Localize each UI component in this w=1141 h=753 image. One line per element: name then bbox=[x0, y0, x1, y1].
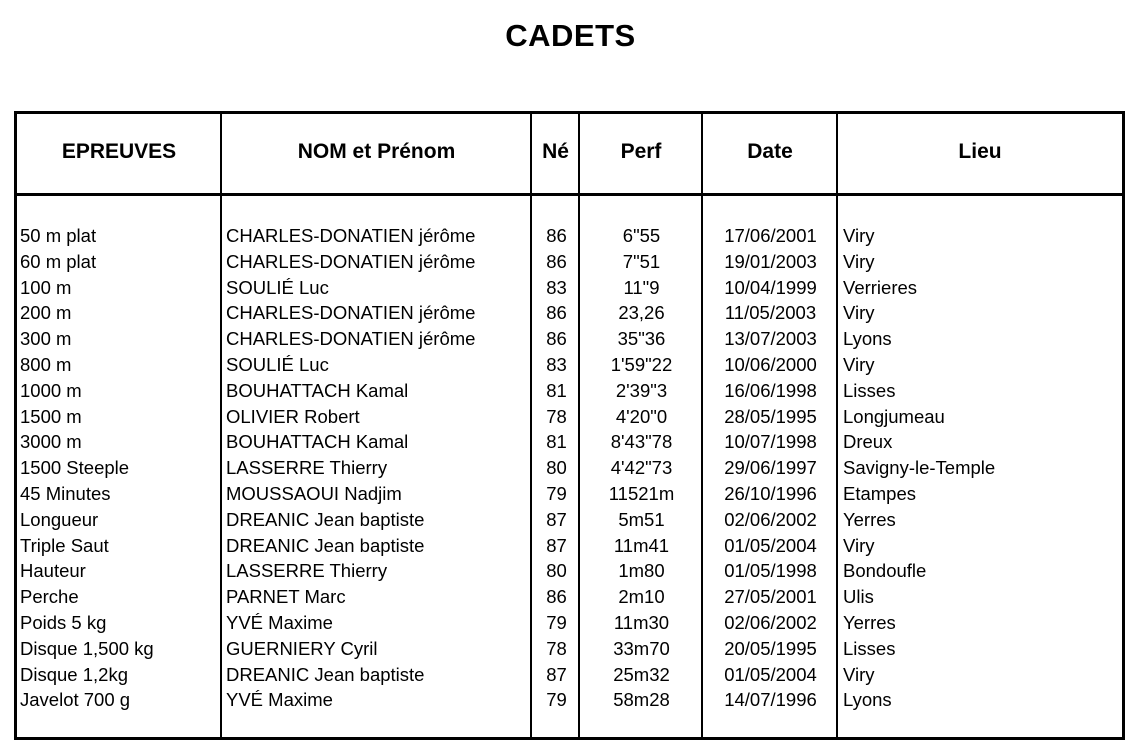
table-row bbox=[0, 481, 1141, 507]
cell-lieu: Verrieres bbox=[843, 276, 918, 298]
cell-ne: 80 bbox=[546, 457, 567, 479]
cell-date: 01/05/2004 bbox=[724, 663, 817, 685]
table-row bbox=[0, 558, 1141, 584]
cell-ne: 83 bbox=[546, 353, 567, 375]
cell-perf: 1'59"22 bbox=[610, 353, 673, 375]
table-row bbox=[0, 249, 1141, 275]
table-body bbox=[0, 223, 1141, 713]
table-row bbox=[0, 584, 1141, 610]
cell-date: 16/06/1998 bbox=[724, 379, 817, 401]
table-row bbox=[0, 404, 1141, 430]
table-row bbox=[0, 223, 1141, 249]
cell-date: 10/04/1999 bbox=[724, 276, 817, 298]
cell-lieu: Viry bbox=[843, 663, 875, 685]
cell-nom: DREANIC Jean baptiste bbox=[226, 663, 425, 685]
cell-nom: DREANIC Jean baptiste bbox=[226, 534, 425, 556]
cell-epreuve: 3000 m bbox=[20, 431, 82, 453]
cell-perf: 11m30 bbox=[613, 611, 670, 633]
cell-lieu: Viry bbox=[843, 250, 875, 272]
cell-perf: 58m28 bbox=[613, 689, 670, 711]
cell-lieu: Savigny-le-Temple bbox=[843, 457, 996, 479]
cell-epreuve: 100 m bbox=[20, 276, 72, 298]
cell-perf: 5m51 bbox=[618, 508, 665, 530]
cell-lieu: Viry bbox=[843, 353, 875, 375]
cell-nom: OLIVIER Robert bbox=[226, 405, 360, 427]
cell-epreuve: 50 m plat bbox=[20, 225, 97, 246]
cell-epreuve: Triple Saut bbox=[20, 534, 109, 556]
table-row bbox=[0, 636, 1141, 662]
cell-perf: 7"51 bbox=[622, 250, 661, 272]
cell-date: 28/05/1995 bbox=[724, 405, 817, 427]
cell-ne: 79 bbox=[546, 689, 567, 711]
cell-nom: LASSERRE Thierry bbox=[226, 560, 388, 582]
cell-perf: 1m80 bbox=[618, 560, 665, 582]
cell-nom: SOULIÉ Luc bbox=[226, 353, 329, 375]
header-epreuves: EPREUVES bbox=[61, 140, 177, 163]
cell-lieu: Bondoufle bbox=[843, 560, 927, 582]
cell-perf: 33m70 bbox=[613, 637, 670, 659]
cell-perf: 6"55 bbox=[622, 225, 661, 246]
cell-ne: 87 bbox=[546, 508, 567, 530]
cell-nom: PARNET Marc bbox=[226, 586, 346, 608]
table-row bbox=[0, 662, 1141, 688]
cell-date: 01/05/1998 bbox=[724, 560, 817, 582]
cell-ne: 87 bbox=[546, 534, 567, 556]
cell-epreuve: 800 m bbox=[20, 353, 72, 375]
cell-perf: 8'43"78 bbox=[610, 431, 673, 453]
cell-lieu: Viry bbox=[843, 534, 875, 556]
cell-epreuve: Hauteur bbox=[20, 560, 86, 582]
table-row bbox=[0, 378, 1141, 404]
cell-date: 10/06/2000 bbox=[724, 353, 817, 375]
cell-ne: 86 bbox=[546, 328, 567, 350]
cell-perf: 2m10 bbox=[618, 586, 665, 608]
cell-date: 10/07/1998 bbox=[724, 431, 817, 453]
cell-date: 11/05/2003 bbox=[724, 302, 817, 324]
cell-ne: 86 bbox=[546, 225, 567, 246]
cell-perf: 25m32 bbox=[613, 663, 670, 685]
cell-date: 17/06/2001 bbox=[724, 225, 817, 246]
cell-date: 14/07/1996 bbox=[724, 689, 817, 711]
cell-ne: 86 bbox=[546, 586, 567, 608]
cell-ne: 79 bbox=[546, 611, 567, 633]
cell-ne: 81 bbox=[546, 379, 567, 401]
cell-ne: 79 bbox=[546, 482, 567, 504]
table-row bbox=[0, 326, 1141, 352]
cell-nom: GUERNIERY Cyril bbox=[226, 637, 378, 659]
cell-lieu: Lyons bbox=[843, 328, 892, 350]
cell-nom: DREANIC Jean baptiste bbox=[226, 508, 425, 530]
cell-lieu: Lyons bbox=[843, 689, 892, 711]
cell-lieu: Viry bbox=[843, 225, 875, 246]
cell-ne: 81 bbox=[546, 431, 567, 453]
cell-ne: 78 bbox=[546, 637, 567, 659]
cell-date: 29/06/1997 bbox=[724, 457, 817, 479]
header-divider bbox=[14, 193, 1125, 196]
cell-epreuve: 300 m bbox=[20, 328, 72, 350]
cell-nom: YVÉ Maxime bbox=[226, 611, 333, 633]
cell-perf: 23,26 bbox=[618, 302, 665, 324]
cell-lieu: Yerres bbox=[843, 508, 896, 530]
table-row bbox=[0, 533, 1141, 559]
cell-nom: SOULIÉ Luc bbox=[226, 276, 329, 298]
table-row bbox=[0, 455, 1141, 481]
cell-lieu: Longjumeau bbox=[843, 405, 945, 427]
cell-epreuve: 1000 m bbox=[20, 379, 82, 401]
cell-lieu: Lisses bbox=[843, 637, 896, 659]
cell-perf: 4'20"0 bbox=[615, 405, 668, 427]
cell-nom: CHARLES-DONATIEN jérôme bbox=[226, 250, 476, 272]
table-row bbox=[0, 687, 1141, 713]
cell-ne: 78 bbox=[546, 405, 567, 427]
cell-nom: CHARLES-DONATIEN jérôme bbox=[226, 328, 476, 350]
cell-perf: 35"36 bbox=[617, 328, 666, 350]
cell-nom: MOUSSAOUI Nadjim bbox=[226, 482, 402, 504]
cell-epreuve: Javelot 700 g bbox=[20, 689, 131, 711]
cell-lieu: Viry bbox=[843, 302, 875, 324]
cell-ne: 80 bbox=[546, 560, 567, 582]
header-ne: Né bbox=[542, 140, 569, 163]
cell-date: 19/01/2003 bbox=[724, 250, 817, 272]
cell-epreuve: 60 m plat bbox=[20, 250, 97, 272]
cell-perf: 11m41 bbox=[613, 534, 670, 556]
cell-epreuve: 45 Minutes bbox=[20, 482, 111, 504]
cell-perf: 4'42"73 bbox=[610, 457, 673, 479]
cell-epreuve: Longueur bbox=[20, 508, 99, 530]
cell-epreuve: 200 m bbox=[20, 302, 72, 324]
cell-epreuve: Perche bbox=[20, 586, 79, 608]
table-row bbox=[0, 300, 1141, 326]
cell-epreuve: Poids 5 kg bbox=[20, 611, 107, 633]
cell-lieu: Ulis bbox=[843, 586, 874, 608]
cell-nom: CHARLES-DONATIEN jérôme bbox=[226, 302, 476, 324]
cell-epreuve: Disque 1,500 kg bbox=[20, 637, 154, 659]
cell-date: 02/06/2002 bbox=[724, 611, 817, 633]
table-row bbox=[0, 429, 1141, 455]
cell-perf: 2'39"3 bbox=[615, 379, 668, 401]
cell-epreuve: 1500 m bbox=[20, 405, 82, 427]
cell-lieu: Dreux bbox=[843, 431, 893, 453]
cell-nom: BOUHATTACH Kamal bbox=[226, 431, 409, 453]
header-perf: Perf bbox=[620, 140, 662, 163]
cell-lieu: Lisses bbox=[843, 379, 896, 401]
cell-date: 27/05/2001 bbox=[724, 586, 817, 608]
cell-ne: 83 bbox=[546, 276, 567, 298]
table-row bbox=[0, 507, 1141, 533]
cell-nom: YVÉ Maxime bbox=[226, 689, 333, 711]
cell-lieu: Yerres bbox=[843, 611, 896, 633]
cell-perf: 11"9 bbox=[623, 276, 660, 298]
page-title: CADETS bbox=[505, 18, 636, 53]
cell-perf: 11521m bbox=[608, 482, 675, 504]
cell-nom: BOUHATTACH Kamal bbox=[226, 379, 409, 401]
cell-ne: 87 bbox=[546, 663, 567, 685]
cell-date: 26/10/1996 bbox=[724, 482, 817, 504]
cell-epreuve: Disque 1,2kg bbox=[20, 663, 128, 685]
header-lieu: Lieu bbox=[958, 140, 1002, 163]
cell-date: 13/07/2003 bbox=[724, 328, 817, 350]
cell-lieu: Etampes bbox=[843, 482, 917, 504]
table-row bbox=[0, 352, 1141, 378]
table-row bbox=[0, 275, 1141, 301]
cell-ne: 86 bbox=[546, 302, 567, 324]
header-nom: NOM et Prénom bbox=[297, 140, 456, 163]
cell-date: 20/05/1995 bbox=[724, 637, 817, 659]
cell-date: 02/06/2002 bbox=[724, 508, 817, 530]
cell-ne: 86 bbox=[546, 250, 567, 272]
header-date: Date bbox=[747, 140, 793, 163]
cell-date: 01/05/2004 bbox=[724, 534, 817, 556]
cell-nom: CHARLES-DONATIEN jérôme bbox=[226, 225, 476, 246]
cell-nom: LASSERRE Thierry bbox=[226, 457, 388, 479]
cell-epreuve: 1500 Steeple bbox=[20, 457, 130, 479]
table-row bbox=[0, 610, 1141, 636]
